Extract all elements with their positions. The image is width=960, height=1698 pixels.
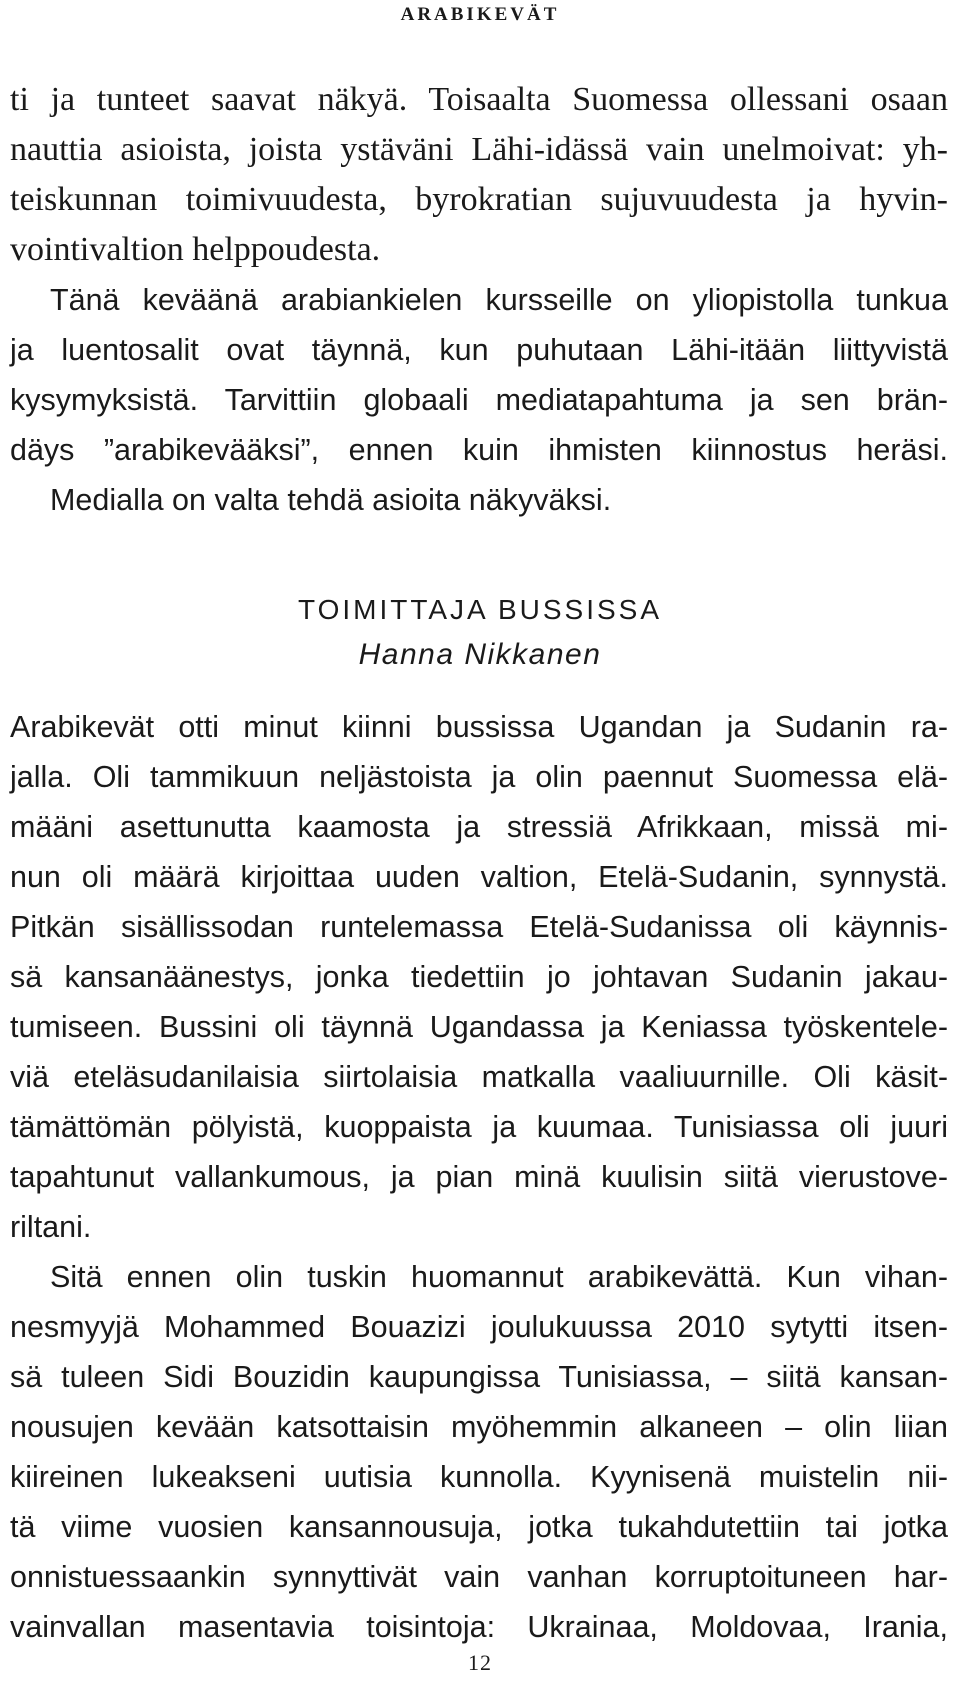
text-line: nauttia asioista, joista ystäväni Lähi-idässä vain unelmoivat: yh- xyxy=(10,131,948,168)
text-line: määni asettunutta kaamosta ja stressiä Afrikkaan, missä mi- xyxy=(10,810,948,844)
running-head: ARABIKEVÄT xyxy=(400,4,560,25)
text-line: Sitä ennen olin tuskin huomannut arabikevättä. Kun vihan- xyxy=(50,1260,948,1294)
text-line: tämättömän pölyistä, kuoppaista ja kuumaa. Tunisiassa oli juuri xyxy=(10,1110,948,1144)
text-line: tapahtunut vallankumous, ja pian minä kuulisin siitä vierustove- xyxy=(10,1160,948,1194)
text-line: kysymyksistä. Tarvittiin globaali mediatapahtuma ja sen brän- xyxy=(10,383,948,417)
text-line: riltani. xyxy=(10,1210,92,1244)
text-line: teiskunnan toimivuudesta, byrokratian sujuvuudesta ja hyvin- xyxy=(10,181,948,218)
text-line: vainvallan masentavia toisintoja: Ukrainaa, Moldovaa, Irania, xyxy=(10,1610,948,1644)
text-line: viä eteläsudanilaisia siirtolaisia matkalla vaaliuurnille. Oli käsit- xyxy=(10,1060,948,1094)
text-line: sä tuleen Sidi Bouzidin kaupungissa Tunisiassa, – siitä kansan- xyxy=(10,1360,948,1394)
section-heading: TOIMITTAJA BUSSISSA xyxy=(297,594,663,625)
text-line: Arabikevät otti minut kiinni bussissa Ugandan ja Sudanin ra- xyxy=(10,710,948,744)
text-line: ti ja tunteet saavat näkyä. Toisaalta Suomessa ollessani osaan xyxy=(10,81,948,118)
text-line: jalla. Oli tammikuun neljästoista ja olin paennut Suomessa elä- xyxy=(10,760,948,794)
text-line: tä viime vuosien kansannousuja, jotka tukahdutettiin tai jotka xyxy=(10,1510,948,1544)
text-line: vointivaltion helppoudesta. xyxy=(10,231,381,268)
section-author: Hanna Nikkanen xyxy=(358,638,602,671)
page-number: 12 xyxy=(468,1650,492,1675)
text-line: sä kansanäänestys, jonka tiedettiin jo johtavan Sudanin jakau- xyxy=(10,960,948,994)
text-line: nesmyyjä Mohammed Bouazizi joulukuussa 2010 sytytti itsen- xyxy=(10,1310,948,1344)
text-line: tumiseen. Bussini oli täynnä Ugandassa ja Keniassa työskentele- xyxy=(10,1010,948,1044)
text-line: nousujen kevään katsottaisin myöhemmin alkaneen – olin liian xyxy=(10,1410,948,1444)
text-line: Tänä keväänä arabiankielen kursseille on yliopistolla tunkua xyxy=(50,283,948,317)
text-line: onnistuessaankin synnyttivät vain vanhan korruptoituneen har- xyxy=(10,1560,948,1594)
text-line: kiireinen lukeakseni uutisia kunnolla. Kyynisenä muistelin nii- xyxy=(10,1460,948,1494)
text-line: däys ”arabikevääksi”, ennen kuin ihmisten kiinnostus heräsi. xyxy=(10,433,948,467)
text-line: Pitkän sisällissodan runtelemassa Etelä-Sudanissa oli käynnis- xyxy=(10,910,948,944)
text-line: Medialla on valta tehdä asioita näkyväksi. xyxy=(50,483,612,517)
text-line: ja luentosalit ovat täynnä, kun puhutaan Lähi-itään liittyvistä xyxy=(10,333,948,367)
text-line: nun oli määrä kirjoittaa uuden valtion, Etelä-Sudanin, synnystä. xyxy=(10,860,948,894)
